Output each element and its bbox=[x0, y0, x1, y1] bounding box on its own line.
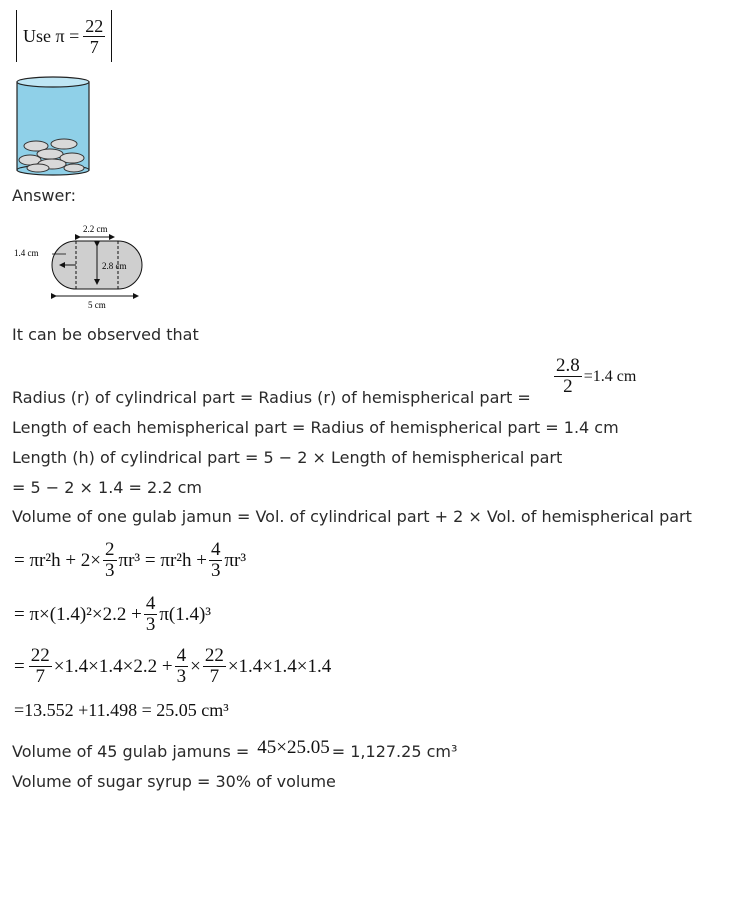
eq1-f2-den: 3 bbox=[210, 560, 221, 581]
eq3-f2-num: 4 bbox=[176, 645, 187, 666]
dim-bottom: 5 cm bbox=[88, 300, 106, 310]
dim-top: 2.2 cm bbox=[83, 224, 108, 234]
volume-definition: Volume of one gulab jamun = Vol. of cylindrical part + 2 × Vol. of hemispherical part bbox=[12, 507, 692, 526]
eq3-fraction-2 bbox=[175, 646, 189, 687]
glass-of-gulab-jamuns-image bbox=[14, 76, 92, 178]
eq3-f1-den: 7 bbox=[35, 666, 45, 687]
eq4-text: =13.552 +11.498 = 25.05 cm³ bbox=[14, 700, 229, 720]
eq2-part-a: = π×(1.4)²×2.2 + bbox=[14, 603, 142, 625]
vol45-suffix: = 1,127.25 cm³ bbox=[331, 742, 458, 761]
eq3-part-b: × bbox=[190, 655, 201, 677]
equation-3: = $\frac{22}{7}$ ×1.4×1.4×2.2 + $\frac{4}{3}$ × $\frac{22}{7}$ ×1.4×1.4×1.4 bbox=[14, 645, 332, 687]
eq2-part-b: π(1.4)³ bbox=[159, 603, 212, 625]
eq1-fraction-1 bbox=[103, 540, 117, 581]
eq3-f2-den: 3 bbox=[176, 666, 187, 687]
equation-4 bbox=[14, 700, 229, 721]
observed-text: It can be observed that bbox=[12, 325, 199, 344]
radius-line: Radius (r) of cylindrical part = Radius (r) of hemispherical part = bbox=[12, 388, 531, 407]
cyl-length-line: Length (h) of cylindrical part = 5 − 2 × Length of hemispherical part bbox=[12, 448, 563, 467]
eq2-f-den: 3 bbox=[145, 614, 156, 635]
eq1-f1-den: 3 bbox=[105, 560, 115, 581]
eq3-fraction-3 bbox=[203, 646, 226, 687]
gulab-jamun-diagram bbox=[14, 222, 144, 314]
eq3-fraction-1 bbox=[29, 646, 52, 687]
hemi-length-line: Length of each hemispherical part = Radius of hemispherical part = 1.4 cm bbox=[12, 418, 619, 437]
radius-result: =1.4 cm bbox=[583, 367, 637, 385]
eq3-part-c: ×1.4×1.4×1.4 bbox=[227, 655, 332, 677]
pi-den: 7 bbox=[89, 36, 99, 57]
eq3-part-a: ×1.4×1.4×2.2 + bbox=[53, 655, 173, 677]
eq2-f-num: 4 bbox=[145, 593, 156, 614]
equation-1 bbox=[14, 540, 246, 581]
pi-num: 22 bbox=[85, 15, 104, 36]
eq1-f1-num: 2 bbox=[105, 539, 115, 560]
radius-fraction bbox=[554, 356, 582, 397]
equation-2 bbox=[14, 594, 211, 635]
dim-middle: 2.8 cm bbox=[102, 261, 127, 271]
vol45-prefix: Volume of 45 gulab jamuns = bbox=[12, 742, 250, 761]
radius-den: 2 bbox=[563, 376, 573, 397]
pi-hint bbox=[16, 10, 112, 62]
radius-num: 2.8 bbox=[556, 355, 580, 376]
eq1-part-c: πr³ bbox=[224, 549, 247, 571]
vol45-line bbox=[12, 737, 458, 762]
pi-fraction bbox=[83, 16, 105, 57]
eq1-f2-num: 4 bbox=[210, 539, 221, 560]
pi-hint-prefix: Use π = bbox=[23, 25, 80, 46]
radius-formula bbox=[552, 356, 636, 397]
eq3-f3-den: 7 bbox=[209, 666, 220, 687]
eq1-part-a: = πr²h + 2× bbox=[14, 549, 102, 571]
eq1-fraction-2 bbox=[209, 540, 223, 581]
cyl-length-calc: = 5 − 2 × 1.4 = 2.2 cm bbox=[12, 478, 202, 497]
dim-left: 1.4 cm bbox=[14, 248, 39, 258]
eq1-part-b: πr³ = πr²h + bbox=[118, 549, 207, 571]
eq2-fraction bbox=[144, 594, 158, 635]
vol45-expression: 45×25.05 bbox=[257, 737, 330, 758]
eq3-f3-num: 22 bbox=[204, 645, 224, 666]
eq3-f1-num: 22 bbox=[30, 645, 50, 666]
answer-label: Answer: bbox=[12, 186, 77, 205]
syrup-line: Volume of sugar syrup = 30% of volume bbox=[12, 772, 336, 791]
